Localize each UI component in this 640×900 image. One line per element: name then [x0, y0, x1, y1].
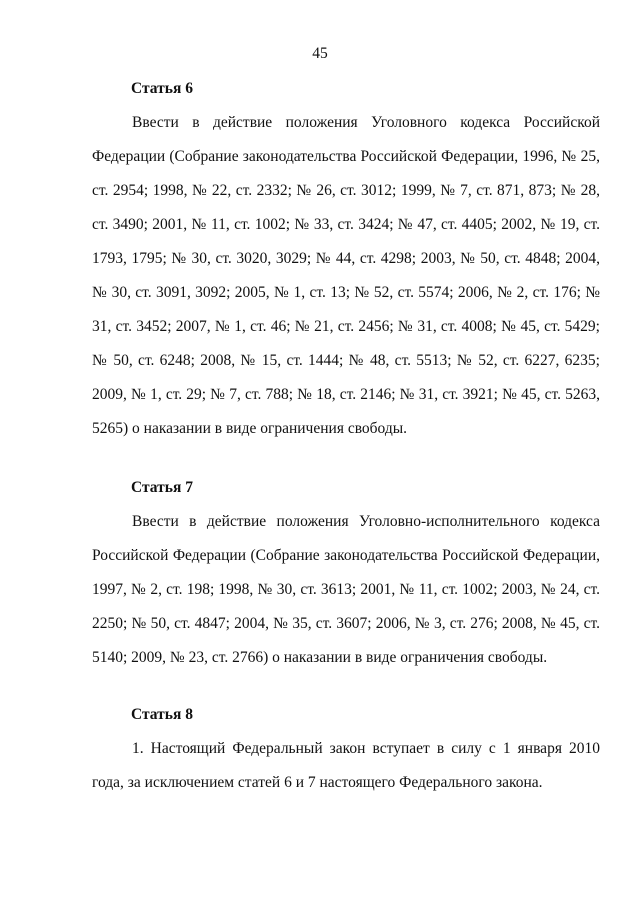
article-8-heading: Статья 8: [131, 706, 193, 723]
article-7-text: Ввести в действие положения Уголовно-исполнительного кодекса Российской Федерации (Собрание законодательства Российской Федерации, 1997, № 2, ст. 198; 1998, № 30, ст. 3613; 2001, № 11, ст. 1002; 2003, № 24, ст. 2250; № 50, ст. 4847; 2004, № 35, ст. 3607; 2006, № 3, ст. 276; 2008, № 45, ст. 5140; 2009, № 23, ст. 2766) о наказании в виде ограничения свободы.: [92, 513, 600, 666]
article-8-text: 1. Настоящий Федеральный закон вступает в силу с 1 января 2010 года, за исключением статей 6 и 7 настоящего Федерального закона.: [92, 740, 600, 791]
article-6-heading: Статья 6: [131, 80, 193, 97]
article-7-heading: Статья 7: [131, 479, 193, 496]
article-6-text: Ввести в действие положения Уголовного кодекса Российской Федерации (Собрание законодательства Российской Федерации, 1996, № 25, ст. 2954; 1998, № 22, ст. 2332; № 26, ст. 3012; 1999, № 7, ст. 871, 873; № 28, ст. 3490; 2001, № 11, ст. 1002; № 33, ст. 3424; № 47, ст. 4405; 2002, № 19, ст. 1793, 1795; № 30, ст. 3020, 3029; № 44, ст. 4298; 2003, № 50, ст. 4848; 2004, № 30, ст. 3091, 3092; 2005, № 1, ст. 13; № 52, ст. 5574; 2006, № 2, ст. 176; № 31, ст. 3452; 2007, № 1, ст. 46; № 21, ст. 2456; № 31, ст. 4008; № 45, ст. 5429; № 50, ст. 6248; 2008, № 15, ст. 1444; № 48, ст. 5513; № 52, ст. 6227, 6235; 2009, № 1, ст. 29; № 7, ст. 788; № 18, ст. 2146; № 31, ст. 3921; № 45, ст. 5263, 5265) о наказании в виде ограничения свободы.: [92, 114, 600, 437]
page-number: 45: [312, 45, 328, 62]
